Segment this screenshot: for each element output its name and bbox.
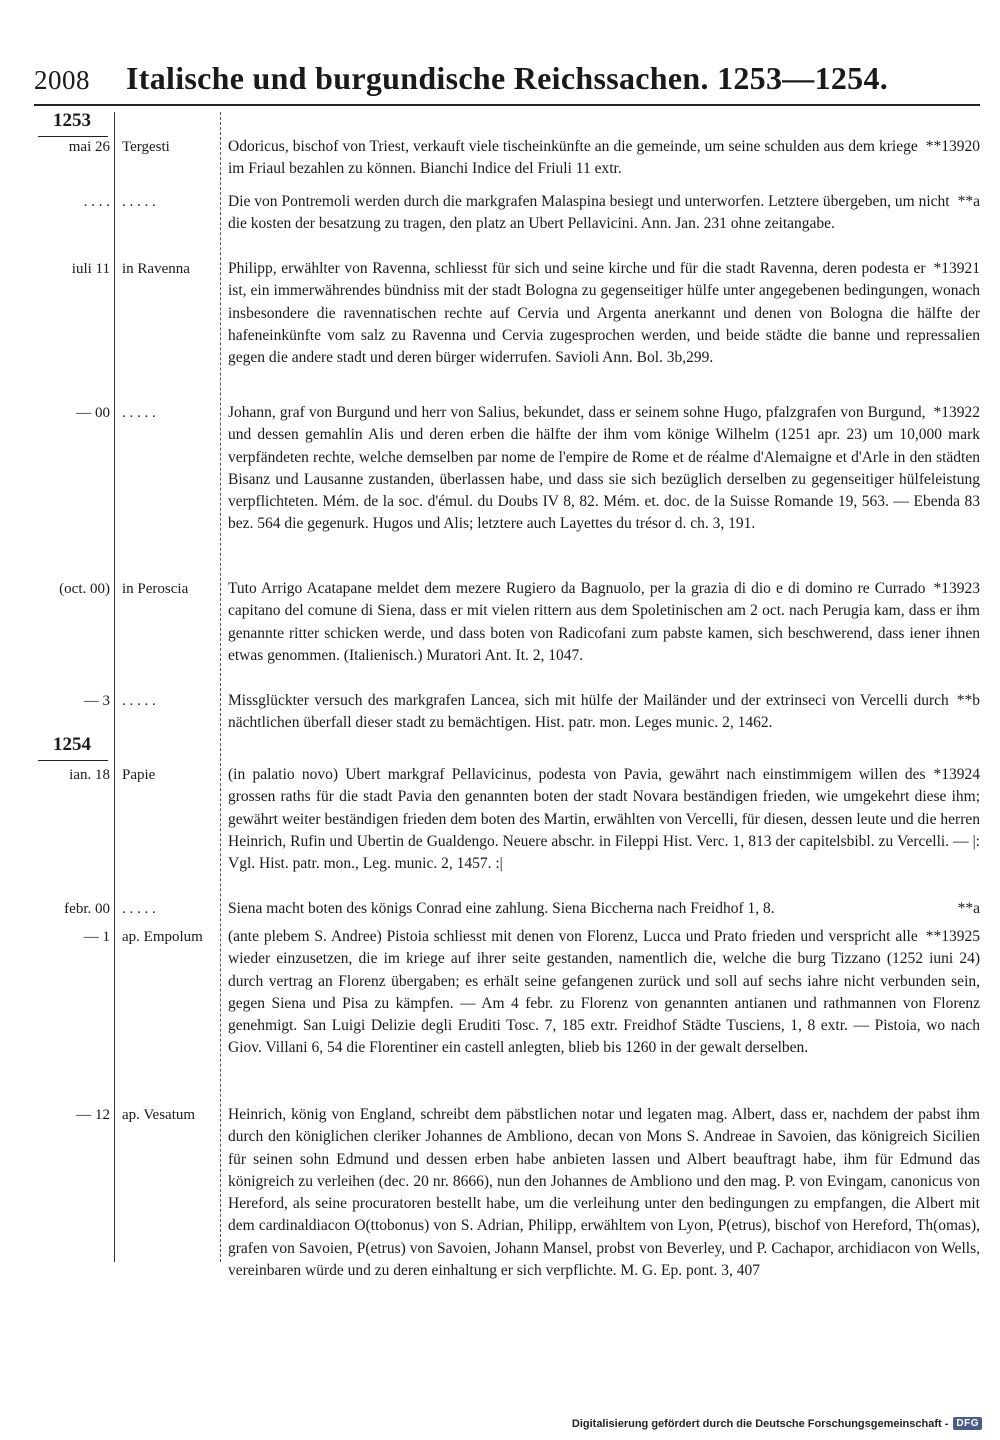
entry-text [228,578,980,667]
year-label: 1254 [53,734,91,755]
page-title: Italische und burgundische Reichssachen. 1253—1254. [126,60,889,96]
column-divider-place [220,112,221,1262]
year-mark-1253 [32,110,112,132]
entry-body: Siena macht boten des königs Conrad eine zahlung. Siena Biccherna nach Freidhof 1, 8. [228,900,775,917]
entry-text [228,898,980,920]
entry-text [228,926,980,1060]
entry-text [228,258,980,369]
entry-date: iuli 11 [71,261,110,277]
entry-place: in Ravenna [122,261,190,277]
entry-body: Johann, graf von Burgund und herr von Salius, bekundet, dass er seinem sohne Hugo, pfalzgrafen von Burgund, und dessen gemahlin Alis und deren erben die hälfte der ihm vom könige Wilhelm (1251 apr. 23) um 10,000 mark verpfändeten rechte, welche demselben par nome de l'empire de Rome et de réalme d'Alemaigne et d'Arle in den städten Bisanz und Lausanne zustanden, überlassen habe, und dass sie sich bezüglich derselben zu gegenseitiger hülfeleistung verpflichteten. Mém. de la soc. d'émul. du Doubs IV 8, 82. Mém. et. doc. de la Suisse Romande 19, 563. — Ebenda 83 bez. 564 die gegenurk. Hugos und Alis; letztere auch Layettes du trésor d. ch. 3, 191. [228,404,980,533]
entry-place: Tergesti [122,139,170,155]
year-mark-1254 [32,734,112,756]
entry-ref: **a [957,900,980,917]
page-header [34,60,984,100]
entry-place: . . . . . [122,693,156,709]
entry-ref: *13922 [933,404,980,421]
entry-body: Odoricus, bischof von Triest, verkauft viele tischeinkünfte an die gemeinde, um seine schulden aus dem kriege im Friaul bezahlen zu können. Bianchi Indice del Friuli 11 extr. [228,138,918,178]
entry-date: mai 26 [68,139,110,155]
entry-date: — 1 [83,929,110,945]
entry-body: Heinrich, könig von England, schreibt dem päbstlichen notar und legaten mag. Albert, dass er, nachdem der pabst ihm durch den königlichen cleriker Johannes de Ambliono, decan von Mons S. Andreae in Savoien, das königreich Sicilien für seinen sohn Edmund und dessen erben habe anbieten lassen und Albert beauftragt habe, ihm für Edmund das königreich zu verleihen (dec. 20 nr. 8666), nun den Johannes de Ambliono und den mag. P. von Evingam, canonicus von Hereford, als seine procuratoren bestellt habe, um die verleihung unter den bedingungen zu empfangen, die Albert mit dem cardinaldiacon O(ttobonus) von S. Adrian, Philipp, erwähltem von Lyon, P(etrus), bischof von Hereford, Th(omas), grafen von Savoien, P(etrus) von Savoien, Johann Mansel, probst von Beverley, und P. Cachapor, archidiacon von Wells, vereinbaren würde und zu deren einhaltung er sich verpflichte. M. G. Ep. pont. 3, 407 [228,1106,980,1280]
entry-date: — 12 [76,1107,110,1123]
entry-date: febr. 00 [64,901,110,917]
entry-body: (ante plebem S. Andree) Pistoia schliesst mit denen von Florenz, Lucca und Prato frieden und verspricht alle wieder einzusetzen, die im kriege auf ihrer seite gestanden, namentlich die, welche die burg Tizzano (1252 iuni 24) durch vertrag an Florenz übergaben; es erhält seine gefangenen zurück und soll auf sechs iahre nicht verbunden sein, gegen Siena und Pisa zu kämpfen. — Am 4 febr. zu Florenz von genannten antianen und rathmannen von Florenz genehmigt. San Luigi Delizie degli Eruditi Tosc. 7, 185 extr. Freidhof Städte Tusciens, 1, 8 extr. — Pistoia, wo nach Giov. Villani 6, 54 die Florentiner ein castell anlegten, blieb bis 1260 in der gewalt derselben. [228,928,980,1057]
entry-date: (oct. 00) [59,581,110,597]
entry-place: ap. Vesatum [122,1107,196,1123]
entry-body: Tuto Arrigo Acatapane meldet dem mezere Rugiero da Bagnuolo, per la grazia di dio e di domino re Currado capitano del comune di Siena, dass er mit vielen rittern aus dem Spoletinischen am 2 oct. nach Perugia kam, dass er ihm genannte ritter schicken werde, und dass boten von Radicofani zum pabste kamen, sich beschwerend, dass iener ihnen etwas genommen. (Italienisch.) Muratori Ant. It. 2, 1047. [228,580,980,664]
dfg-logo-icon: DFG [953,1417,982,1430]
entry-text [228,1104,980,1282]
credit-text: Digitalisierung gefördert durch die Deutsche Forschungsgemeinschaft - [571,1417,949,1430]
header-rule [34,104,980,106]
entry-place: . . . . . [122,405,156,421]
entry-date: ian. 18 [69,767,110,783]
entry-place: . . . . . [122,901,156,917]
entry-place: Papie [122,767,156,783]
page-number: 2008 [34,65,90,95]
entry-date: . . . . [83,194,110,210]
entry-text [228,764,980,875]
entry-place: ap. Empolum [122,929,203,945]
digitization-credit [572,1417,982,1430]
entry-text [228,690,980,735]
year-label: 1253 [53,110,91,131]
entry-ref: *13921 [933,260,980,277]
entry-ref: **13925 [925,928,980,945]
entry-date: — 00 [76,405,110,421]
entry-text [228,402,980,536]
year-rule [38,760,108,761]
entry-body: Missglückter versuch des markgrafen Lancea, sich mit hülfe der Mailänder und der extrinseci von Vercelli durch nächtlichen überfall dieser stadt zu bemächtigen. Hist. patr. mon. Leges munic. 2, 1462. [228,692,949,732]
entry-ref: *13923 [933,580,980,597]
entry-body: Die von Pontremoli werden durch die markgrafen Malaspina besiegt und unterworfen. Letztere übergeben, um nicht die kosten der besatzung zu tragen, den platz an Ubert Pellavicini. Ann. Jan. 231 ohne zeitangabe. [228,193,950,233]
entry-ref: **13920 [925,138,980,155]
entry-date: — 3 [83,693,110,709]
entry-place: . . . . . [122,194,156,210]
column-divider-date [114,112,115,1262]
entry-ref: **a [957,193,980,210]
entry-text [228,136,980,181]
entry-body: (in palatio novo) Ubert markgraf Pellavicinus, podesta von Pavia, gewährt nach einstimmigem willen des grossen raths für die stadt Pavia den genannten boten der stadt Novara beständigen frieden, wie umgekehrt diese ihm; gewährt weiter beständigen frieden dem boten des Martin, erwählten von Vercelli, für diesen, dessen leute und die herren Heinrich, Rufin und Ubertin de Gualdengo. Neuere abschr. in Fileppi Hist. Verc. 1, 813 der capitelsbibl. zu Vercelli. — |: Vgl. Hist. patr. mon., Leg. munic. 2, 1457. :| [228,766,980,873]
entry-ref: *13924 [933,766,980,783]
entry-body: Philipp, erwählter von Ravenna, schliesst für sich und seine kirche und für die stadt Ravenna, deren podesta er ist, ein immerwährendes bündniss mit der stadt Bologna zu gegenseitiger hülfe unter angegebenen bedingungen, wonach insbesondere die ravennatischen rechte auf Cervia und Argenta anerkannt und denen von Bologna die hälfte der hafeneinkünfte vom salz zu Ravenna und Cervia zugesprochen werden, und beide städte die banne und repressalien gegen die andere stadt und deren bürger widerrufen. Savioli Ann. Bol. 3b,299. [228,260,980,367]
entry-text [228,191,980,236]
entry-ref: **b [956,692,980,709]
entry-place: in Peroscia [122,581,189,597]
